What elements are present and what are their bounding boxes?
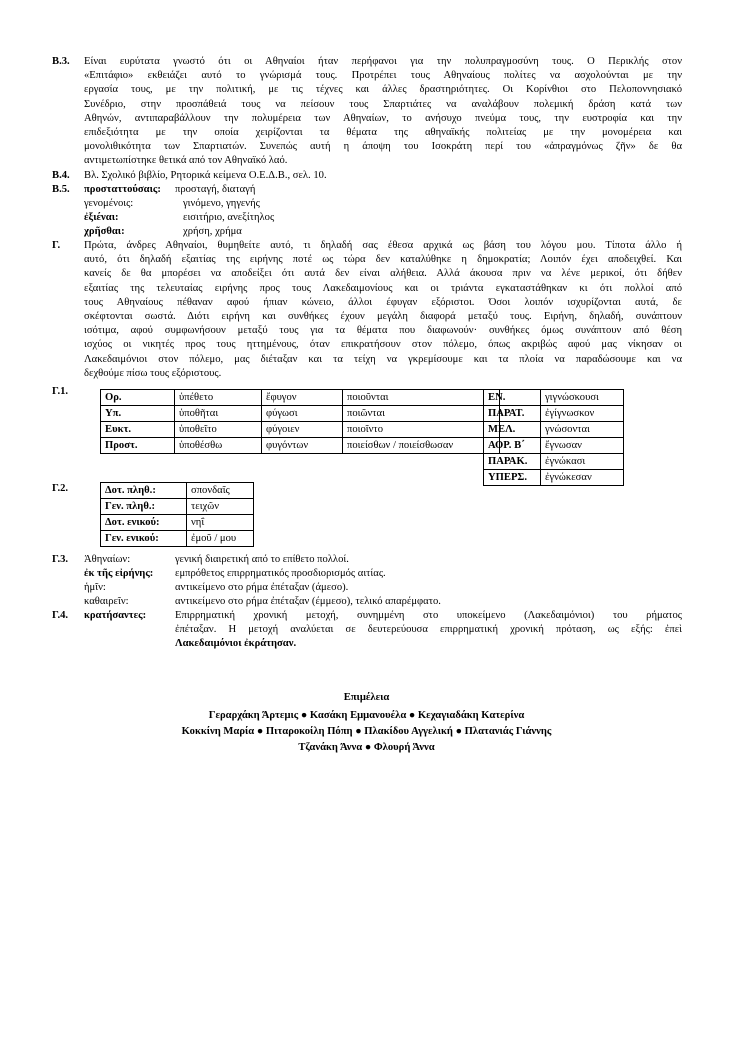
b4-answer: Βλ. Σχολικό βιβλίο, Ρητορικά κείμενα Ο.Ε.Δ.Β., σελ. 10. <box>84 170 327 181</box>
table-row <box>101 390 500 406</box>
g3-term: Ἀθηναίων: <box>84 554 131 565</box>
g-line: ισχύος οι νικητές προς τους ηττημένους, όταν επικρατήσουν στον πόλεμο, όπως ακριβώς αφού μας νίκησαν οι <box>84 339 682 351</box>
g-line: σκέφτονται σωστά. Διότι ειρήνη και συνθήκες έχουν μεγάλη διαφορά μεταξύ τους. Ειρήνη, δηλαδή, συνάπτουν <box>84 311 682 323</box>
table-cell: ἐγίγνωσκον <box>541 406 624 422</box>
table-cell: ὑποθῆται <box>175 406 262 422</box>
b3-line: Είναι ευρύτατα γνωστό ότι οι Αθηναίοι ήταν περήφανοι για την πολυπραγμοσύνη τους. Ο Περικλής στον <box>84 56 682 67</box>
b5-definition: γινόμενο, γηγενής <box>183 198 260 209</box>
table-cell: ΠΑΡΑΚ. <box>484 454 541 470</box>
table-row <box>101 422 500 438</box>
table-cell: ποιοῖντο <box>343 422 500 438</box>
table-cell: ΥΠΕΡΣ. <box>484 470 541 486</box>
g3-definition: αντικείμενο στο ρήμα ἐπέταξαν (άμεσο). <box>175 582 349 593</box>
table-cell: Προστ. <box>101 438 175 454</box>
table-row <box>101 483 254 499</box>
table-cell: ἐμοῦ / μου <box>187 531 254 547</box>
table-cell: ποιοῦνται <box>343 390 500 406</box>
g-line: αυτό, ότι δηλαδή εξαιτίας της ειρήνης ποτέ ως τώρα δεν καταλύθηκε η δημοκρατία; Λοιπόν έχει αποδειχθεί. Και <box>84 254 682 266</box>
g-line: Πρώτα, άνδρες Αθηναίοι, θυμηθείτε αυτό, τι δηλαδή σας έθεσα αρχικά ως βάση του λόγου μου. Τίποτα άλλο ή <box>84 240 682 251</box>
table-cell: ἐγνώκεσαν <box>541 470 624 486</box>
b5-term: προσταττούσαις: <box>84 184 161 195</box>
table-cell: φύγοιεν <box>262 422 343 438</box>
b5-definition: προσταγή, διαταγή <box>175 184 256 195</box>
b3-line: Συνέδριο, στην προσπάθειά τους να πείσουν τους Σπαρτιάτες να αναλάβουν πολεμική δράση κατά των <box>84 98 682 110</box>
b5-term: γενομένοις: <box>84 198 134 209</box>
table-cell: γνώσονται <box>541 422 624 438</box>
table-row <box>101 438 500 454</box>
b3-answer <box>84 55 682 169</box>
b3-line: εργασία τους, με την πολιτική, με τις τέχνες και άλλες δραστηριότητες. Οι Κορίνθιοι στο Πελοποννησιακό <box>84 84 682 96</box>
g-line: κανείς δε θα μπορέσει να αποδείξει ότι αυτά δεν είναι αλήθεια. Αλλά άκουσα πριν να λένε μερικοί, ότι δήθεν <box>84 268 682 280</box>
table-row <box>101 515 254 531</box>
g3-term: καθαιρεῖν: <box>84 596 129 607</box>
table-row <box>484 390 624 406</box>
g3-label: Γ.3. <box>52 554 69 565</box>
table-cell: ἔγνωσαν <box>541 438 624 454</box>
table-row <box>484 438 624 454</box>
g3-term: ἡμῖν: <box>84 582 106 593</box>
g3-definition: γενική διαιρετική από το επίθετο πολλοί. <box>175 554 349 565</box>
credits <box>0 690 733 756</box>
b5-term: χρῆσθαι: <box>84 226 125 237</box>
g-line: εξαιτίας της τελευταίας ειρήνης προς τους Λακεδαιμονίους και οι τριάντα εγκαταστάθηκαν κι ότι πολλοί από <box>84 282 682 294</box>
table-cell: Δοτ. πληθ.: <box>101 483 187 499</box>
table-row <box>101 531 254 547</box>
g1-tenses-table <box>483 389 624 486</box>
table-cell: φύγωσι <box>262 406 343 422</box>
b3-line: «Επιτάφιο» εκθειάζει αυτό το γνώρισμά τους. Προτρέπει τους Αθηναίους πολίτες να ασχολούνται με την <box>84 70 682 82</box>
b3-line: Αθηνών, αντιπαραβάλλουν την πολυμέρεια των Αθηναίων, το ανήσυχο πνεύμα τους, την ευστροφία και την <box>84 112 682 124</box>
b3-line: μονολιθικότητα των Σπαρτιατών. Συνεπώς αυτή η άποψη του Ισοκράτη περί του «ἀπραγμόνως ζῆν» δε θα <box>84 141 682 153</box>
g-line: Λακεδαιμόνιοι στον πόλεμο, μας διέταξαν και τα τείχη να γκρεμίσουμε και τα πλοία να παραδώσουμε και να <box>84 353 682 365</box>
table-cell: ΜΕΛ. <box>484 422 541 438</box>
g4-label: Γ.4. <box>52 610 69 621</box>
table-cell: Ορ. <box>101 390 175 406</box>
table-cell: ἐγνώκασι <box>541 454 624 470</box>
table-cell: ἔφυγον <box>262 390 343 406</box>
g-line: δεχθούμε πίσω τους εξόριστους. <box>84 367 222 379</box>
g3-term: ἐκ τῆς εἰρήνης: <box>84 568 154 579</box>
credits-line: Τζανάκη Άννα ● Φλουρή Άννα <box>298 742 435 753</box>
credits-heading: Επιμέλεια <box>343 692 390 703</box>
table-cell: Γεν. ενικού: <box>101 531 187 547</box>
table-cell: Δοτ. ενικού: <box>101 515 187 531</box>
g2-label: Γ.2. <box>52 483 69 494</box>
g-translation <box>84 239 682 381</box>
g1-verbs-table <box>100 389 500 454</box>
table-cell: Ευκτ. <box>101 422 175 438</box>
table-row <box>101 406 500 422</box>
b5-label: B.5. <box>52 184 70 195</box>
credits-line: Γεραρχάκη Άρτεμις ● Κασάκη Εμμανουέλα ● Κεχαγιαδάκη Κατερίνα <box>208 710 525 721</box>
table-cell: ΠΑΡΑΤ. <box>484 406 541 422</box>
table-cell: ὑποθεῖτο <box>175 422 262 438</box>
b4-label: B.4. <box>52 170 70 181</box>
table-cell: τειχῶν <box>187 499 254 515</box>
table-row <box>484 406 624 422</box>
g4-line: Λακεδαιμόνιοι ἐκράτησαν. <box>175 638 297 650</box>
g3-definition: εμπρόθετος επιρρηματικός προσδιορισμός αιτίας. <box>175 568 386 579</box>
table-cell: γιγνώσκουσι <box>541 390 624 406</box>
g1-label: Γ.1. <box>52 386 69 397</box>
table-cell: σπονδαῖς <box>187 483 254 499</box>
g-line: τους Αθηναίους πέθαναν αφού ήπιαν κώνειο, άλλοι έφυγαν εξόριστοι. Όσοι λοιπόν ισχυρίζονται αυτά, δε <box>84 296 682 308</box>
table-cell: ποιείσθων / ποιείσθωσαν <box>343 438 500 454</box>
g4-line: Επιρρηματική χρονική μετοχή, συνημμένη στο υποκείμενο (Λακεδαιμόνιοι) του ρήματος <box>175 610 682 621</box>
table-cell: Υπ. <box>101 406 175 422</box>
table-cell: ὑπέθετο <box>175 390 262 406</box>
table-cell: φυγόντων <box>262 438 343 454</box>
b5-term: ἐξιέναι: <box>84 212 119 223</box>
g3-definition: αντικείμενο στο ρήμα ἐπέταξαν (έμμεσο), τελικό απαρέμφατο. <box>175 596 441 607</box>
table-cell: ΑΟΡ. Β΄ <box>484 438 541 454</box>
table-cell: νηΐ <box>187 515 254 531</box>
b5-definition: εισιτήριο, ανεξίτηλος <box>183 212 275 223</box>
table-row <box>484 422 624 438</box>
g-line: ισότιμα, αφού συμφωνήσουν μεταξύ τους για τα θέματα που διαφωνούν· συνθήκες όμως συνάπτουν από θέση <box>84 325 682 337</box>
g2-nouns-table <box>100 482 254 547</box>
b3-label: B.3. <box>52 56 70 67</box>
g4-answer <box>175 609 682 652</box>
table-cell: Γεν. πληθ.: <box>101 499 187 515</box>
b5-definition: χρήση, χρήμα <box>183 226 242 237</box>
table-row <box>101 499 254 515</box>
g-label: Γ. <box>52 240 61 251</box>
table-cell: ποιῶνται <box>343 406 500 422</box>
table-cell: ὑποθέσθω <box>175 438 262 454</box>
b3-line: αντιμετωπίστηκε θετικά από τον Αθηναϊκό λαό. <box>84 155 288 167</box>
table-row <box>484 470 624 486</box>
g4-term: κρατήσαντες: <box>84 610 147 621</box>
b3-line: επιδεξιότητα με την οποία χειρίζονται τα θέματα της αθηναϊκής πολιτείας με την μονομέρεια και <box>84 127 682 139</box>
table-row <box>484 454 624 470</box>
g4-line: ἐπέταξαν. Η μετοχή αναλύεται σε δευτερεύουσα επιρρηματική χρονική πρόταση, ως εξής: ἐπεὶ <box>175 624 682 636</box>
table-cell: ΕΝ. <box>484 390 541 406</box>
credits-line: Κοκκίνη Μαρία ● Πιταροκοίλη Πόπη ● Πλακίδου Αγγελική ● Πλατανιάς Γιάννης <box>181 726 552 737</box>
